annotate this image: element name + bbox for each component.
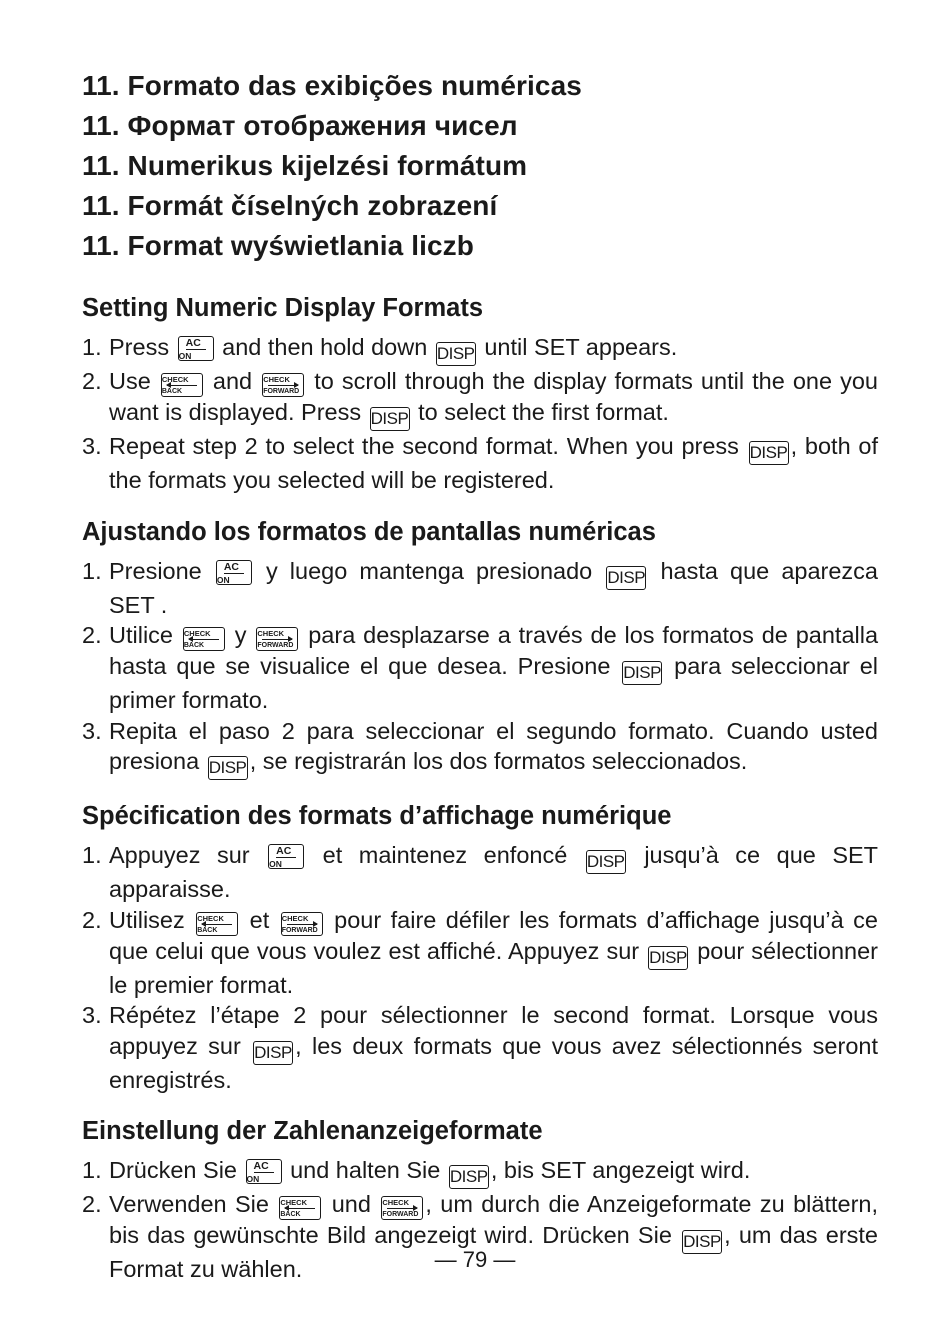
step-number: 2. [82, 368, 102, 394]
chapter-title-hu: 11. Numerikus kijelzési formátum [82, 150, 528, 181]
disp-key-icon: DISP [606, 566, 646, 590]
step-number: 2. [82, 1191, 102, 1217]
step-number: 1. [82, 842, 102, 868]
chapter-title-pl: 11. Format wyświetlania liczb [82, 230, 474, 261]
check-forward-key-icon: CHECK FORWARD [381, 1196, 423, 1220]
check-back-key-icon: CHECK BACK [183, 627, 225, 651]
step-text: et [249, 906, 270, 933]
step-number: 1. [82, 1157, 102, 1183]
step-text: pour sélectionner le premier format. [109, 937, 879, 998]
disp-key-icon: DISP [682, 1230, 722, 1254]
ac-on-key-icon: AC ON [216, 560, 252, 585]
section-french [82, 800, 878, 1095]
step-item [82, 620, 878, 716]
disp-key-icon: DISP [648, 946, 688, 970]
step-text: Répétez l’étape 2 pour sélectionner le second format. Lorsque vous appuyez sur [109, 1002, 878, 1059]
step-text: pour faire défiler les formats d’affichage jusqu’à ce que celui que vous voulez est affiché. Appuyez sur [109, 906, 878, 964]
step-item [82, 556, 878, 621]
step-text: para desplazarse a través de los formatos de pantalla hasta que se visualice el que desea. Presione [109, 622, 879, 679]
steps-list [82, 840, 878, 1095]
step-item [82, 366, 878, 431]
section-heading: Einstellung der Zahlenanzeigeformate [82, 1117, 543, 1145]
step-text: Press [109, 334, 170, 360]
step-text: Verwenden Sie [109, 1191, 269, 1217]
step-text: Repeat step 2 to select the second format. When you press [109, 433, 739, 459]
step-text: , um durch die Anzeigeformate zu blättern, bis das gewünschte Bild angezeigt wird. Drücken Sie [109, 1191, 879, 1248]
ac-on-key-icon: AC ON [178, 336, 214, 361]
step-text: Repita el paso 2 para seleccionar el segundo formato. Cuando usted presiona [109, 717, 878, 774]
step-text: Drücken Sie [109, 1157, 237, 1183]
section-heading: Spécification des formats d’affichage numérique [82, 802, 672, 830]
page-number: — 79 — [434, 1247, 516, 1272]
disp-key-icon: DISP [436, 342, 476, 366]
step-text: Presione [109, 557, 202, 584]
disp-key-icon: DISP [622, 661, 662, 685]
step-text: Use [109, 368, 151, 394]
disp-key-icon: DISP [586, 850, 626, 874]
step-text: to scroll through the display formats until the one you want is displayed. Press [109, 368, 878, 425]
step-text: und halten Sie [290, 1157, 441, 1183]
step-text: and then hold down [222, 334, 428, 360]
step-item [82, 1000, 878, 1095]
check-back-key-icon: CHECK BACK [279, 1196, 321, 1220]
disp-key-icon: DISP [749, 441, 789, 465]
step-number: 1. [82, 334, 102, 360]
step-item [82, 905, 878, 1001]
step-text: , bis SET angezeigt wird. [490, 1157, 751, 1183]
chapter-title-ru: 11. Формат отображения чисел [82, 110, 518, 141]
chapter-titles [82, 66, 878, 266]
step-item [82, 431, 878, 496]
ac-on-key-icon: AC ON [246, 1159, 282, 1184]
chapter-title-cs: 11. Formát číselných zobrazení [82, 190, 498, 221]
step-text: y [234, 622, 247, 648]
step-item [82, 716, 878, 781]
step-number: 1. [82, 557, 102, 584]
section-spanish [82, 516, 878, 781]
check-forward-key-icon: CHECK FORWARD [256, 627, 298, 651]
step-text: Appuyez sur [109, 842, 250, 868]
step-number: 3. [82, 717, 102, 744]
step-number: 3. [82, 1002, 102, 1028]
step-text: , um das erste Format zu wählen. [109, 1222, 878, 1282]
step-number: 2. [82, 622, 102, 648]
step-item [82, 332, 878, 366]
step-text: para seleccionar el primer formato. [109, 653, 879, 713]
step-number: 2. [82, 906, 102, 933]
step-text: , les deux formats que vous avez sélectionnés seront enregistrés. [109, 1032, 878, 1093]
disp-key-icon: DISP [208, 756, 248, 780]
step-item [82, 840, 878, 905]
step-text: et maintenez enfoncé [322, 842, 568, 868]
manual-page [82, 66, 878, 1305]
section-english [82, 292, 878, 496]
steps-list [82, 332, 878, 496]
step-number: 3. [82, 433, 102, 459]
step-text: , both of the formats you selected will be registered. [109, 433, 878, 493]
steps-list [82, 556, 878, 781]
disp-key-icon: DISP [253, 1041, 293, 1065]
check-back-key-icon: CHECK BACK [196, 912, 238, 936]
check-forward-key-icon: CHECK FORWARD [281, 912, 323, 936]
disp-key-icon: DISP [370, 407, 410, 431]
ac-on-key-icon: AC ON [268, 844, 304, 869]
check-forward-key-icon: CHECK FORWARD [262, 373, 304, 397]
step-text: and [212, 368, 253, 394]
section-heading: Ajustando los formatos de pantallas numéricas [82, 517, 656, 546]
step-text: jusqu’à ce que SET apparaisse. [109, 842, 879, 902]
section-heading: Setting Numeric Display Formats [82, 294, 484, 322]
step-text: until SET appears. [484, 334, 678, 360]
step-item [82, 1155, 878, 1189]
step-text: , se registrarán los dos formatos seleccionados. [249, 748, 748, 774]
step-text: y luego mantenga presionado [265, 557, 593, 584]
step-text: und [331, 1191, 371, 1217]
chapter-title-pt: 11. Formato das exibições numéricas [82, 70, 582, 101]
step-text: hasta que aparezca SET . [109, 557, 878, 618]
step-text: to select the first format. [418, 399, 669, 425]
step-text: Utilice [109, 622, 173, 648]
step-text: Utilisez [109, 906, 185, 933]
disp-key-icon: DISP [449, 1165, 489, 1189]
check-back-key-icon: CHECK BACK [161, 373, 203, 397]
